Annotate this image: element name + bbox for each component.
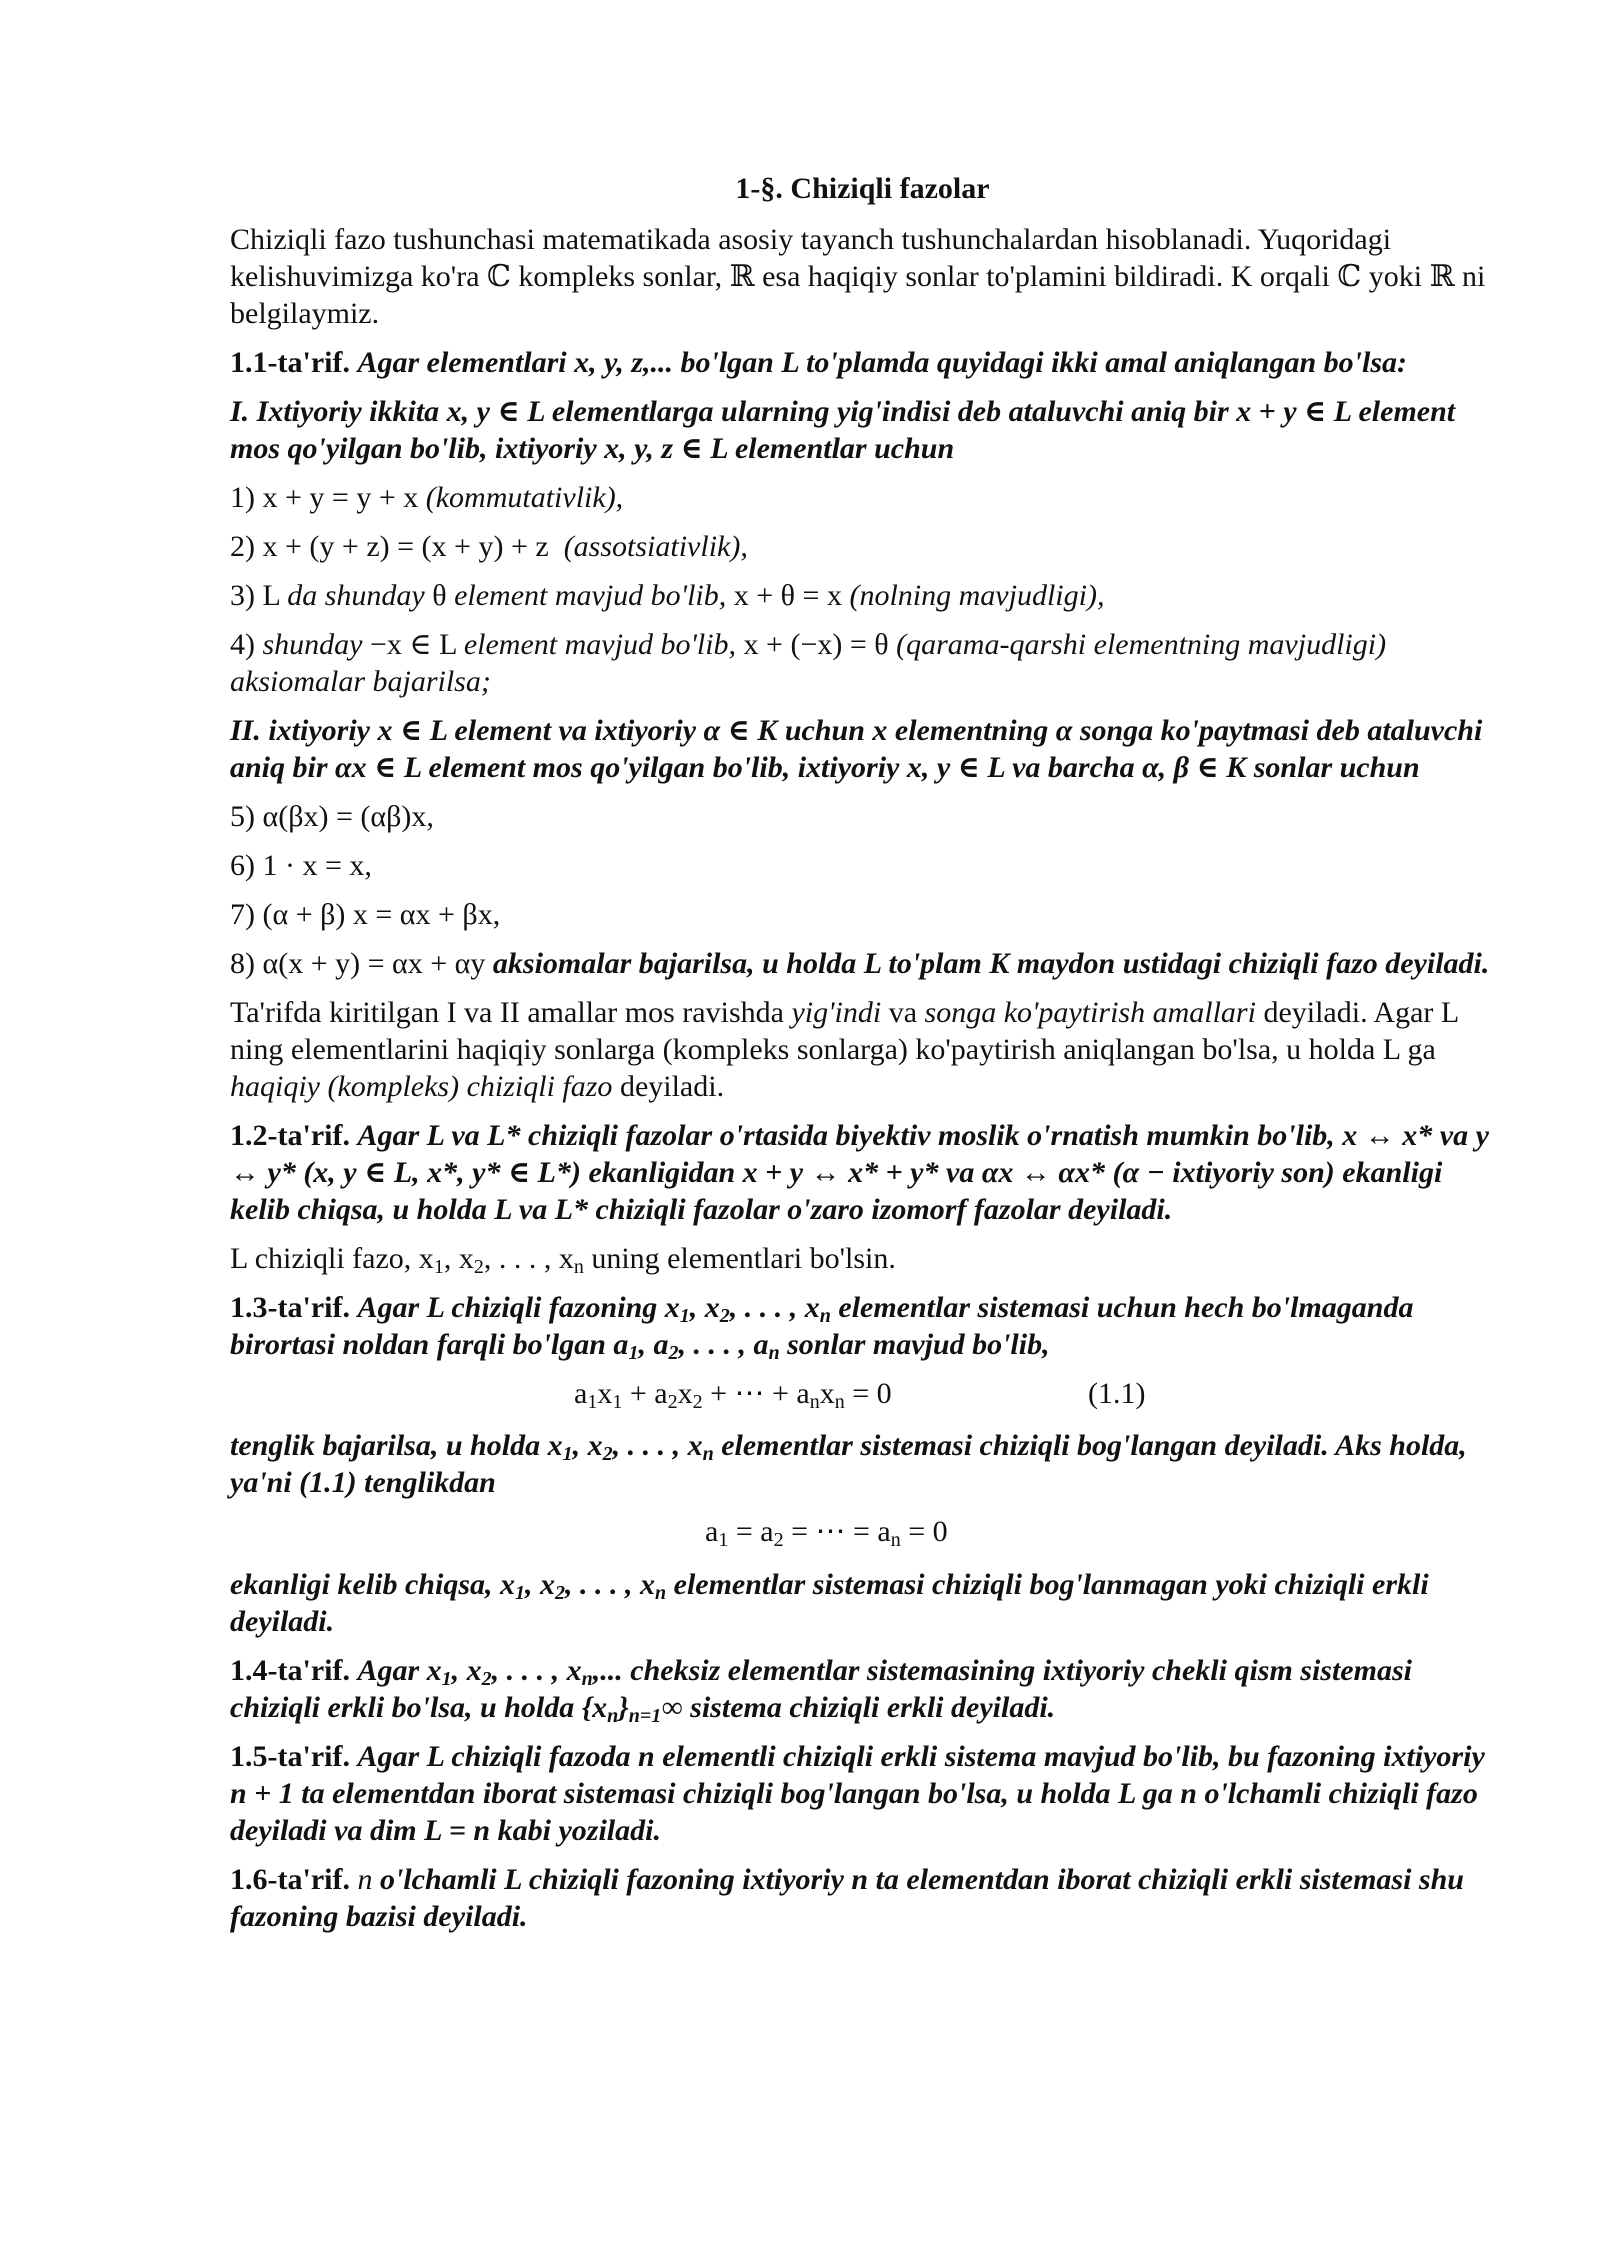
remark-text: Ta'rifda kiritilgan I va II amallar mos ravishda [230,996,792,1029]
definition-1-2 [230,1117,1495,1228]
axiom-6: 6) 1 · x = x, [230,849,372,882]
axiom-text: element mavjud bo'lib, [463,628,744,661]
text: uning elementlari bo'lsin. [583,1242,896,1275]
subscript: 2 [473,1256,484,1278]
definition-text: o'lchamli L chiziqli fazoning ixtiyoriy n ta elementdan iborat chiziqli erkli sistemasi shu fazoning bazisi deyiladi. [230,1863,1464,1933]
axiom-text: element mavjud bo'lib, [454,579,734,612]
definition-1-1 [230,344,1495,381]
definition-label: 1.5-ta'rif. [230,1740,350,1773]
definition-variable: n [357,1863,373,1896]
axiom-7: 7) (α + β) x = αx + βx, [230,898,501,931]
equation-body: $a_1 = a_2$ = ⋯ = $a_n = 0$ [705,1515,948,1551]
axiom-formula: 1) x + y = y + x [230,481,426,514]
definition-text: Agar L chiziqli fazoda n elementli chiziqli erkli sistema mavjud bo'lib, bu fazoning ixtiyoriy n + 1 ta elementdan iborat sistemasi chiziqli bog'langan bo'lsa, u holda L ga n o'lchamli chiziqli fazo deyiladi va dim L = n kabi yoziladi. [230,1740,1485,1847]
section-title: 1-§. Chiziqli fazolar [735,172,990,205]
definition-label: 1.3-ta'rif. [230,1291,350,1324]
operation-1-paragraph: I. Ixtiyoriy ikkita x, y ∈ L elementlarga ularning yig'indisi deb ataluvchi aniq bir x + y ∈ L element mos qo'yilgan bo'lib, ixtiyoriy x, y, z ∈ L elementlar uchun [230,395,1456,465]
remark-term: songa ko'paytirish amallari [924,996,1256,1029]
definition-label: 1.4-ta'rif. [230,1654,350,1687]
axiom-note: (kommutativlik), [425,481,624,514]
elements-line [230,1240,1495,1277]
definition-text: Agar L va L* chiziqli fazolar o'rtasida biyektiv moslik o'rnatish mumkin bo'lib, x ↔ x* va y ↔ y* (x, y ∈ L, x*, y* ∈ L*) ekanligidan x + y ↔ x* + y* va αx ↔ αx* (α − ixtiyoriy son) ekanligi kelib chiqsa, u holda L va L* chiziqli fazolar o'zaro izomorf fazolar deyiladi. [230,1119,1489,1226]
axiom-formula: 8) α(x + y) = αx + αy [230,947,493,980]
definition-1-3-end: ekanligi kelib chiqsa, $x_1$, $x_2$, . . . , $x_n$ elementlar sistemasi chiziqli bog'lanmagan yoki chiziqli erkli deyiladi. [230,1568,1429,1638]
axiom-note: (nolning mavjudligi), [849,579,1105,612]
definition-1-3-continued: tenglik bajarilsa, u holda $x_1$, $x_2$, . . . , $x_n$ elementlar sistemasi chiziqli bog'langan deyiladi. Aks holda, ya'ni (1.1) tenglikdan [230,1429,1467,1499]
definition-text: Agar elementlari x, y, z,... bo'lgan L to'plamda quyidagi ikki amal aniqlangan bo'lsa: [357,346,1407,379]
axiom-text: 4) [230,628,263,661]
operation-2-paragraph: II. ixtiyoriy x ∈ L element va ixtiyoriy α ∈ K uchun x elementning α songa ko'paytmasi deb ataluvchi aniq bir αx ∈ L element mos qo'yilgan bo'lib, ixtiyoriy x, y ∈ L va barcha α, β ∈ K sonlar uchun [230,714,1483,784]
axiom-8 [230,945,1495,982]
subscript: 1 [433,1256,444,1278]
axiom-note: (assotsiativlik), [563,530,748,563]
axiom-text: x + (−x) = θ [743,628,897,661]
axiom-conclusion: aksiomalar bajarilsa, u holda L to'plam K maydon ustidagi chiziqli fazo deyiladi. [492,947,1490,980]
axiom-text: da shunday [287,579,433,612]
definition-label: 1.2-ta'rif. [230,1119,350,1152]
axiom-1 [230,479,1495,516]
remark-term: haqiqiy (kompleks) chiziqli fazo [230,1070,613,1103]
definition-text: Agar $x_1$, $x_2$, . . . , $x_n$,... cheksiz elementlar sistemasining ixtiyoriy chekli qism sistemasi chiziqli erkli bo'lsa, u holda $\{x_n\}_{n=1}\infty$ sistema chiziqli erkli deyiladi. [230,1654,1412,1727]
axiom-5: 5) α(βx) = (αβ)x, [230,800,434,833]
axiom-note: (qarama-qarshi elementning mavjudligi) aksiomalar bajarilsa; [230,628,1387,698]
document-page [230,170,1495,1947]
definition-label: 1.1-ta'rif. [230,346,350,379]
definition-text: Agar L chiziqli fazoning $x_1$, $x_2$, . . . , $x_n$ elementlar sistemasi uchun hech bo'lmaganda birortasi noldan farqli bo'lgan $a_1$, $a_2$, . . . , $a_n$ sonlar mavjud bo'lib, [230,1291,1414,1364]
axiom-text: x + θ = x [733,579,850,612]
remark-text: deyiladi. [612,1070,725,1103]
remark-text: deyiladi. Agar L ning elementlarini haqiqiy sonlarga (kompleks sonlarga) ko'paytirish aniqlangan bo'lsa, u holda L ga [230,996,1459,1066]
definition-1-3 [230,1289,1495,1363]
remark-text: va [881,996,925,1029]
equation-2 [230,1513,1495,1550]
axiom-text: 3) L [230,579,288,612]
subscript: n [573,1256,584,1278]
axiom-4 [230,626,1495,700]
text: , . . . , x [483,1242,574,1275]
equation-body: $a_1x_1 + a_2x_2$ + ⋯ + $a_nx_n = 0$ [574,1377,892,1413]
intro-paragraph: Chiziqli fazo tushunchasi matematikada asosiy tayanch tushunchalardan hisoblanadi. Yuqoridagi kelishuvimizga ko'ra ℂ kompleks sonlar, ℝ esa haqiqiy sonlar to'plamini bildiradi. K orqali ℂ yoki ℝ ni belgilaymiz. [230,223,1486,330]
axiom-text: shunday [262,628,370,661]
definition-1-5 [230,1738,1495,1849]
axiom-2 [230,528,1495,565]
equation-number: (1.1) [1088,1377,1146,1410]
remark-paragraph [230,994,1495,1105]
axiom-text: −x ∈ L [370,628,464,661]
axiom-formula: 2) x + (y + z) = (x + y) + z [230,530,564,563]
equation-1-1 [230,1375,1495,1415]
text: L chiziqli fazo, x [230,1242,434,1275]
text: , x [443,1242,474,1275]
definition-1-6 [230,1861,1495,1935]
axiom-text: θ [432,579,455,612]
axiom-3 [230,577,1495,614]
definition-1-4 [230,1652,1495,1726]
definition-label: 1.6-ta'rif. [230,1863,350,1896]
remark-term: yig'indi [791,996,882,1029]
